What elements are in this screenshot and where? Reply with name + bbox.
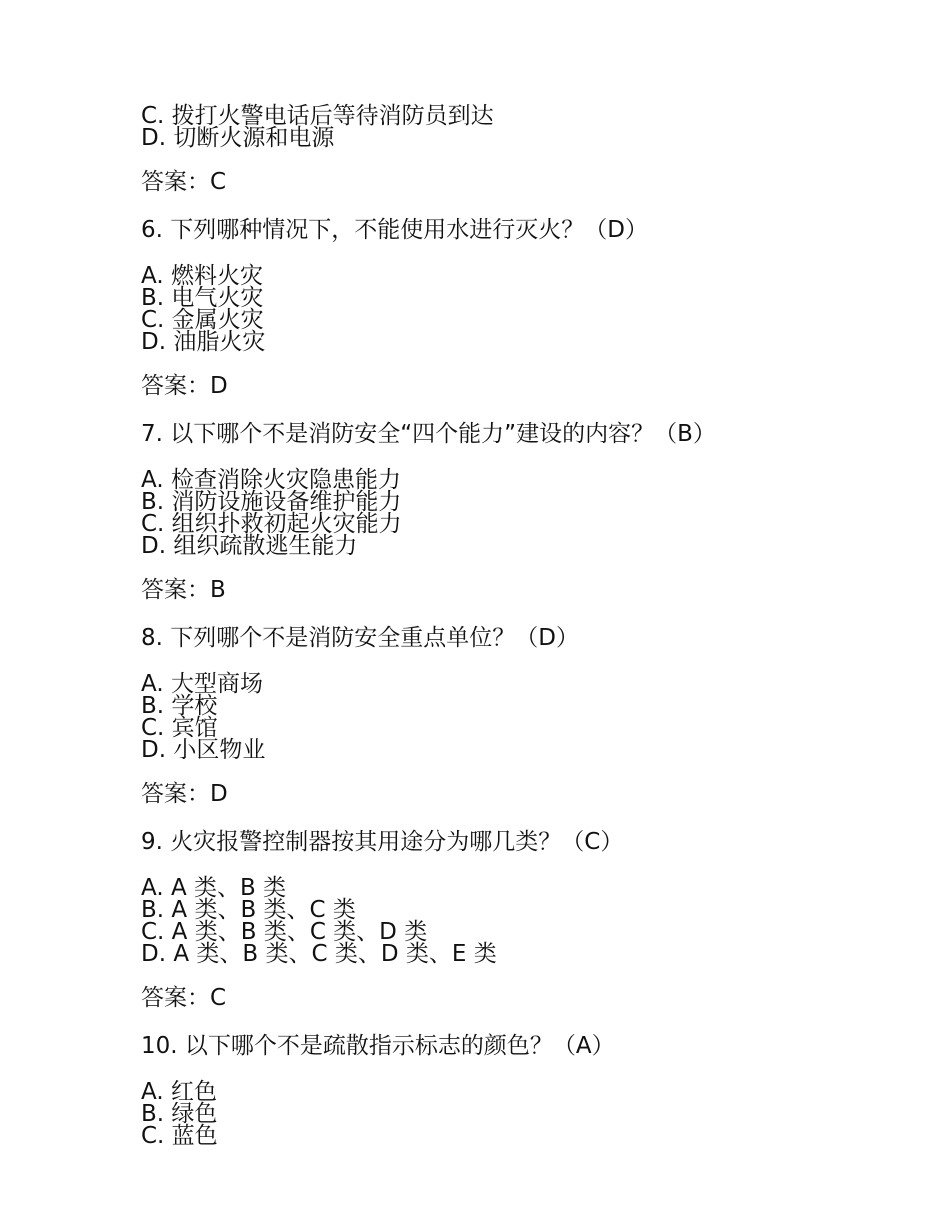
q10-option-a: A. 红色 [141, 1079, 217, 1105]
q7-question: 7. 以下哪个不是消防安全“四个能力”建设的内容？（B） [141, 421, 716, 447]
q6-option-d: D. 油脂火灾 [141, 329, 266, 355]
q10-question: 10. 以下哪个不是疏散指示标志的颜色？（A） [141, 1033, 615, 1059]
q7-answer: 答案：B [141, 577, 226, 603]
q9-answer: 答案：C [141, 985, 227, 1011]
q10-option-c: C. 蓝色 [141, 1123, 218, 1149]
q7-option-b: B. 消防设施设备维护能力 [141, 489, 402, 515]
quiz-content [141, 105, 901, 1147]
q8-answer: 答案：D [141, 781, 228, 807]
q6-answer: 答案：D [141, 373, 228, 399]
q5-answer: 答案：C [141, 169, 227, 195]
q8-option-b: B. 学校 [141, 693, 218, 719]
q6-option-b: B. 电气火灾 [141, 285, 264, 311]
q9-option-d: D. A 类、B 类、C 类、D 类、E 类 [141, 941, 497, 967]
q7-option-d: D. 组织疏散逃生能力 [141, 533, 358, 559]
q6-option-a: A. 燃料火灾 [141, 263, 263, 289]
q7-option-a: A. 检查消除火灾隐患能力 [141, 467, 401, 493]
q9-option-a: A. A 类、B 类 [141, 875, 287, 901]
q8-option-a: A. 大型商场 [141, 671, 263, 697]
q9-option-b: B. A 类、B 类、C 类 [141, 897, 356, 923]
q5-option-d: D. 切断火源和电源 [141, 125, 335, 151]
q5-option-c: C. 拨打火警电话后等待消防员到达 [141, 103, 494, 129]
q9-question: 9. 火灾报警控制器按其用途分为哪几类？（C） [141, 829, 624, 855]
q8-question: 8. 下列哪个不是消防安全重点单位？（D） [141, 625, 579, 651]
q6-option-c: C. 金属火灾 [141, 307, 264, 333]
q8-option-c: C. 宾馆 [141, 715, 218, 741]
q6-question: 6. 下列哪种情况下，不能使用水进行灭火？（D） [141, 217, 648, 243]
q8-option-d: D. 小区物业 [141, 737, 266, 763]
q7-option-c: C. 组织扑救初起火灾能力 [141, 511, 402, 537]
q9-option-c: C. A 类、B 类、C 类、D 类 [141, 919, 428, 945]
q10-option-b: B. 绿色 [141, 1101, 218, 1127]
